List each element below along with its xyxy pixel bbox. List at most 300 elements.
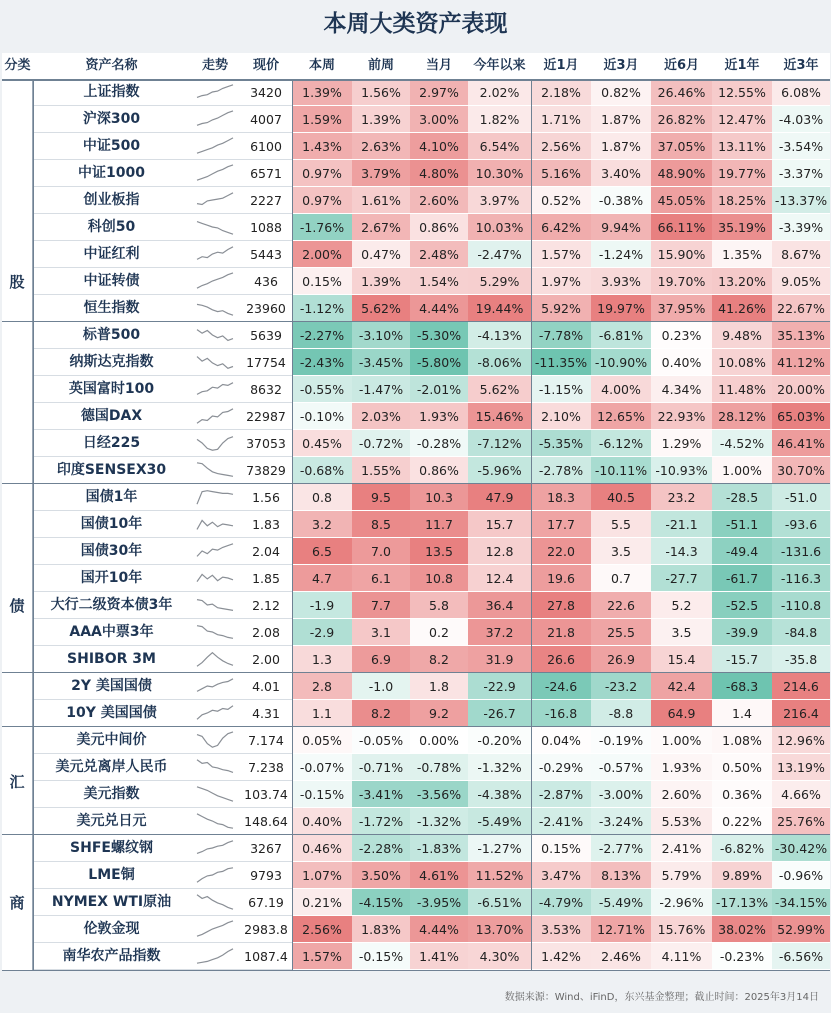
value-3m: -10.11%	[591, 457, 651, 484]
value-mtd: 1.54%	[410, 268, 468, 295]
value-6m: -10.93%	[651, 457, 712, 484]
current-price: 5639	[240, 322, 292, 349]
table-row	[33, 700, 830, 727]
value-week: -0.55%	[292, 376, 352, 403]
page-title: 本周大类资产表现	[323, 11, 508, 37]
value-3y: 4.66%	[772, 781, 830, 808]
value-1y: 1.00%	[712, 457, 772, 484]
trend-sparkline	[190, 322, 240, 349]
value-prev-week: -0.05%	[352, 727, 410, 754]
value-mtd: -5.30%	[410, 322, 468, 349]
table-row	[33, 754, 830, 781]
asset-name: SHFE螺纹钢	[33, 835, 190, 862]
value-1m: -24.6	[531, 673, 591, 700]
value-prev-week: -3.45%	[352, 349, 410, 376]
value-1m: 0.52%	[531, 187, 591, 214]
trend-sparkline	[190, 619, 240, 646]
trend-sparkline	[190, 457, 240, 484]
value-mtd: 11.7	[410, 511, 468, 538]
value-3y: 25.76%	[772, 808, 830, 835]
trend-sparkline	[190, 241, 240, 268]
current-price: 9793	[240, 862, 292, 889]
value-6m: 37.95%	[651, 295, 712, 322]
value-3m: -0.57%	[591, 754, 651, 781]
value-1m: 3.47%	[531, 862, 591, 889]
value-ytd: 5.29%	[468, 268, 531, 295]
value-3y: -116.3	[772, 565, 830, 592]
value-1y: -39.9	[712, 619, 772, 646]
value-ytd: -26.7	[468, 700, 531, 727]
asset-name: 国债30年	[33, 538, 190, 565]
value-3m: -6.81%	[591, 322, 651, 349]
value-mtd: 5.8	[410, 592, 468, 619]
value-1y: -15.7	[712, 646, 772, 673]
value-ytd: 36.4	[468, 592, 531, 619]
value-ytd: 5.62%	[468, 376, 531, 403]
category-label: 商	[2, 835, 33, 970]
value-week: 1.1	[292, 700, 352, 727]
value-1m: -4.79%	[531, 889, 591, 916]
value-3m: 25.5	[591, 619, 651, 646]
value-3y: -93.6	[772, 511, 830, 538]
value-3y: -30.42%	[772, 835, 830, 862]
group-divider	[2, 834, 830, 835]
trend-sparkline	[190, 727, 240, 754]
trend-sparkline	[190, 430, 240, 457]
table-row	[33, 241, 830, 268]
asset-name: 恒生指数	[33, 295, 190, 322]
value-6m: -21.1	[651, 511, 712, 538]
header-trend: 走势	[201, 58, 228, 73]
table-row	[33, 295, 830, 322]
value-3y: -13.37%	[772, 187, 830, 214]
value-1y: -17.13%	[712, 889, 772, 916]
value-3y: -35.8	[772, 646, 830, 673]
source-note: 数据来源：Wind、iFinD，东兴基金整理；截止时间：2025年3月14日	[504, 992, 819, 1003]
value-3y: -6.56%	[772, 943, 830, 970]
asset-name: AAA中票3年	[33, 619, 190, 646]
value-ytd: -22.9	[468, 673, 531, 700]
value-mtd: 2.97%	[410, 79, 468, 106]
value-1m: 0.04%	[531, 727, 591, 754]
column-divider	[531, 79, 532, 970]
value-mtd: 0.86%	[410, 457, 468, 484]
value-ytd: 11.52%	[468, 862, 531, 889]
value-1m: 26.6	[531, 646, 591, 673]
value-prev-week: 8.2	[352, 700, 410, 727]
asset-name: 科创50	[33, 214, 190, 241]
value-3y: 30.70%	[772, 457, 830, 484]
value-ytd: 10.03%	[468, 214, 531, 241]
value-6m: 66.11%	[651, 214, 712, 241]
value-3y: 35.13%	[772, 322, 830, 349]
value-mtd: 8.2	[410, 646, 468, 673]
current-price: 7.174	[240, 727, 292, 754]
value-1m: 18.3	[531, 484, 591, 511]
table-row	[33, 79, 830, 106]
trend-sparkline	[190, 79, 240, 106]
value-mtd: 1.8	[410, 673, 468, 700]
current-price: 3420	[240, 79, 292, 106]
value-ytd: -1.27%	[468, 835, 531, 862]
value-week: 2.56%	[292, 916, 352, 943]
current-price: 5443	[240, 241, 292, 268]
trend-sparkline	[190, 160, 240, 187]
value-mtd: 1.41%	[410, 943, 468, 970]
group-divider	[2, 726, 830, 727]
trend-sparkline	[190, 403, 240, 430]
value-ytd: 12.4	[468, 565, 531, 592]
value-ytd: 1.82%	[468, 106, 531, 133]
value-1y: -61.7	[712, 565, 772, 592]
asset-name: NYMEX WTI原油	[33, 889, 190, 916]
value-prev-week: 0.47%	[352, 241, 410, 268]
header-ytd: 今年以来	[473, 58, 526, 73]
value-week: 0.97%	[292, 187, 352, 214]
value-ytd: 2.02%	[468, 79, 531, 106]
current-price: 1088	[240, 214, 292, 241]
table-row	[33, 862, 830, 889]
table-row	[33, 538, 830, 565]
value-ytd: -4.38%	[468, 781, 531, 808]
value-6m: 5.79%	[651, 862, 712, 889]
value-mtd: 2.60%	[410, 187, 468, 214]
value-prev-week: -1.47%	[352, 376, 410, 403]
value-6m: 19.70%	[651, 268, 712, 295]
value-prev-week: -0.15%	[352, 943, 410, 970]
value-6m: 3.5	[651, 619, 712, 646]
value-mtd: 0.2	[410, 619, 468, 646]
value-week: 0.21%	[292, 889, 352, 916]
value-3m: 0.82%	[591, 79, 651, 106]
value-6m: 22.93%	[651, 403, 712, 430]
value-1y: 11.48%	[712, 376, 772, 403]
table-row	[33, 457, 830, 484]
value-prev-week: 5.62%	[352, 295, 410, 322]
value-week: -1.9	[292, 592, 352, 619]
category-label: 债	[2, 484, 33, 727]
asset-name: 美元指数	[33, 781, 190, 808]
value-6m: 1.29%	[651, 430, 712, 457]
asset-name: 标普500	[33, 322, 190, 349]
trend-sparkline	[190, 565, 240, 592]
value-3m: -23.2	[591, 673, 651, 700]
trend-sparkline	[190, 538, 240, 565]
value-1m: 17.7	[531, 511, 591, 538]
value-3m: 0.7	[591, 565, 651, 592]
table-row	[33, 646, 830, 673]
asset-name: 中证500	[33, 133, 190, 160]
value-mtd: 4.10%	[410, 133, 468, 160]
table-row	[33, 727, 830, 754]
value-3m: 4.00%	[591, 376, 651, 403]
current-price: 2.00	[240, 646, 292, 673]
value-prev-week: -3.10%	[352, 322, 410, 349]
value-3y: 9.05%	[772, 268, 830, 295]
value-mtd: -1.32%	[410, 808, 468, 835]
current-price: 73829	[240, 457, 292, 484]
table-row	[33, 916, 830, 943]
value-mtd: -3.56%	[410, 781, 468, 808]
current-price: 37053	[240, 430, 292, 457]
value-1y: 13.11%	[712, 133, 772, 160]
value-6m: 2.60%	[651, 781, 712, 808]
current-price: 8632	[240, 376, 292, 403]
value-1y: 18.25%	[712, 187, 772, 214]
asset-name: 大行二级资本债3年	[33, 592, 190, 619]
value-1y: -28.5	[712, 484, 772, 511]
asset-name: 南华农产品指数	[33, 943, 190, 970]
value-3y: 46.41%	[772, 430, 830, 457]
value-mtd: 2.48%	[410, 241, 468, 268]
column-divider	[33, 79, 34, 970]
value-ytd: -8.06%	[468, 349, 531, 376]
current-price: 4007	[240, 106, 292, 133]
value-1m: -11.35%	[531, 349, 591, 376]
value-prev-week: 2.67%	[352, 214, 410, 241]
value-6m: 15.4	[651, 646, 712, 673]
header-3m: 近3月	[603, 58, 639, 73]
value-1y: 28.12%	[712, 403, 772, 430]
value-prev-week: 2.03%	[352, 403, 410, 430]
value-3y: 12.96%	[772, 727, 830, 754]
current-price: 2.12	[240, 592, 292, 619]
value-1m: 1.57%	[531, 241, 591, 268]
value-3m: 22.6	[591, 592, 651, 619]
value-6m: -2.96%	[651, 889, 712, 916]
value-ytd: -4.13%	[468, 322, 531, 349]
trend-sparkline	[190, 106, 240, 133]
value-week: 1.39%	[292, 79, 352, 106]
value-1m: 22.0	[531, 538, 591, 565]
asset-name: 美元兑离岸人民币	[33, 754, 190, 781]
table-row	[33, 835, 830, 862]
value-week: 0.40%	[292, 808, 352, 835]
value-week: 0.05%	[292, 727, 352, 754]
value-mtd: 13.5	[410, 538, 468, 565]
value-1y: 9.48%	[712, 322, 772, 349]
value-3y: -110.8	[772, 592, 830, 619]
value-3m: -3.00%	[591, 781, 651, 808]
value-3m: 9.94%	[591, 214, 651, 241]
value-prev-week: 6.9	[352, 646, 410, 673]
value-mtd: 4.61%	[410, 862, 468, 889]
trend-sparkline	[190, 592, 240, 619]
value-ytd: 3.97%	[468, 187, 531, 214]
value-3m: 19.97%	[591, 295, 651, 322]
value-ytd: 31.9	[468, 646, 531, 673]
value-1y: 0.50%	[712, 754, 772, 781]
current-price: 17754	[240, 349, 292, 376]
current-price: 1.85	[240, 565, 292, 592]
trend-sparkline	[190, 511, 240, 538]
value-mtd: -3.95%	[410, 889, 468, 916]
value-1m: -7.78%	[531, 322, 591, 349]
value-6m: 23.2	[651, 484, 712, 511]
table-row	[33, 403, 830, 430]
value-3m: -1.24%	[591, 241, 651, 268]
header-6m: 近6月	[663, 58, 700, 73]
value-3m: -0.19%	[591, 727, 651, 754]
table-row	[33, 808, 830, 835]
value-week: -0.68%	[292, 457, 352, 484]
asset-performance-table	[2, 53, 830, 973]
table-row	[33, 133, 830, 160]
value-prev-week: 7.0	[352, 538, 410, 565]
asset-name: 伦敦金现	[33, 916, 190, 943]
value-3y: -131.6	[772, 538, 830, 565]
value-week: -1.12%	[292, 295, 352, 322]
value-ytd: -7.12%	[468, 430, 531, 457]
value-prev-week: 8.5	[352, 511, 410, 538]
value-week: -1.76%	[292, 214, 352, 241]
value-6m: -27.7	[651, 565, 712, 592]
value-3m: 12.71%	[591, 916, 651, 943]
value-week: 1.43%	[292, 133, 352, 160]
value-mtd: -2.01%	[410, 376, 468, 403]
group-divider	[2, 483, 830, 484]
trend-sparkline	[190, 808, 240, 835]
value-3m: 12.65%	[591, 403, 651, 430]
table-row	[33, 484, 830, 511]
value-week: 1.3	[292, 646, 352, 673]
asset-name: 中证红利	[33, 241, 190, 268]
value-6m: 26.82%	[651, 106, 712, 133]
value-3y: -3.37%	[772, 160, 830, 187]
header-price: 现价	[252, 58, 279, 73]
value-prev-week: 1.39%	[352, 268, 410, 295]
value-prev-week: -0.71%	[352, 754, 410, 781]
value-ytd: 15.46%	[468, 403, 531, 430]
current-price: 148.64	[240, 808, 292, 835]
value-1m: -1.15%	[531, 376, 591, 403]
value-ytd: -2.47%	[468, 241, 531, 268]
trend-sparkline	[190, 133, 240, 160]
value-week: 6.5	[292, 538, 352, 565]
value-3y: 8.67%	[772, 241, 830, 268]
value-1y: 9.89%	[712, 862, 772, 889]
value-week: -2.9	[292, 619, 352, 646]
value-1y: 0.36%	[712, 781, 772, 808]
trend-sparkline	[190, 349, 240, 376]
value-1y: -0.23%	[712, 943, 772, 970]
table-header	[2, 53, 830, 79]
value-1m: -5.35%	[531, 430, 591, 457]
value-mtd: 4.44%	[410, 295, 468, 322]
trend-sparkline	[190, 943, 240, 970]
value-1y: -68.3	[712, 673, 772, 700]
current-price: 2.04	[240, 538, 292, 565]
trend-sparkline	[190, 673, 240, 700]
trend-sparkline	[190, 835, 240, 862]
table-row	[33, 268, 830, 295]
trend-sparkline	[190, 484, 240, 511]
value-3y: 6.08%	[772, 79, 830, 106]
current-price: 2983.8	[240, 916, 292, 943]
value-1m: -2.78%	[531, 457, 591, 484]
table-row	[33, 106, 830, 133]
trend-sparkline	[190, 781, 240, 808]
header-mtd: 当月	[425, 58, 452, 73]
value-prev-week: 3.79%	[352, 160, 410, 187]
table-row	[33, 565, 830, 592]
value-1y: 12.47%	[712, 106, 772, 133]
value-prev-week: 6.1	[352, 565, 410, 592]
value-3m: 3.5	[591, 538, 651, 565]
value-1y: 12.55%	[712, 79, 772, 106]
value-3y: 13.19%	[772, 754, 830, 781]
header-prev-week: 前周	[367, 58, 394, 73]
table-row	[33, 943, 830, 970]
value-prev-week: 1.83%	[352, 916, 410, 943]
value-ytd: 19.44%	[468, 295, 531, 322]
value-ytd: 10.30%	[468, 160, 531, 187]
value-1y: -6.82%	[712, 835, 772, 862]
current-price: 6571	[240, 160, 292, 187]
current-price: 3267	[240, 835, 292, 862]
value-6m: 37.05%	[651, 133, 712, 160]
current-price: 2227	[240, 187, 292, 214]
current-price: 436	[240, 268, 292, 295]
asset-name: 英国富时100	[33, 376, 190, 403]
value-6m: 4.11%	[651, 943, 712, 970]
value-6m: -14.3	[651, 538, 712, 565]
value-3y: -3.39%	[772, 214, 830, 241]
value-ytd: 13.70%	[468, 916, 531, 943]
group-divider	[2, 672, 830, 673]
value-1y: 1.35%	[712, 241, 772, 268]
value-3m: 2.46%	[591, 943, 651, 970]
asset-name: 美元中间价	[33, 727, 190, 754]
value-mtd: 4.80%	[410, 160, 468, 187]
table-bottom-border	[2, 970, 830, 971]
value-ytd: -5.49%	[468, 808, 531, 835]
value-1y: -4.52%	[712, 430, 772, 457]
table-row	[33, 781, 830, 808]
current-price: 103.74	[240, 781, 292, 808]
current-price: 7.238	[240, 754, 292, 781]
value-week: -0.07%	[292, 754, 352, 781]
value-1m: -0.29%	[531, 754, 591, 781]
value-week: 1.57%	[292, 943, 352, 970]
value-1m: 1.71%	[531, 106, 591, 133]
value-6m: 26.46%	[651, 79, 712, 106]
value-1y: 38.02%	[712, 916, 772, 943]
value-mtd: 0.86%	[410, 214, 468, 241]
table-row	[33, 349, 830, 376]
value-week: 0.8	[292, 484, 352, 511]
asset-name: 创业板指	[33, 187, 190, 214]
value-3m: -8.8	[591, 700, 651, 727]
asset-name: 中证转债	[33, 268, 190, 295]
value-1y: 0.22%	[712, 808, 772, 835]
value-mtd: -1.83%	[410, 835, 468, 862]
value-prev-week: -0.72%	[352, 430, 410, 457]
value-6m: 5.53%	[651, 808, 712, 835]
value-3y: -0.96%	[772, 862, 830, 889]
value-1m: 5.16%	[531, 160, 591, 187]
value-6m: 45.05%	[651, 187, 712, 214]
value-week: -2.27%	[292, 322, 352, 349]
value-3m: -6.12%	[591, 430, 651, 457]
trend-sparkline	[190, 754, 240, 781]
current-price: 4.31	[240, 700, 292, 727]
value-3y: 214.6	[772, 673, 830, 700]
value-1y: -49.4	[712, 538, 772, 565]
value-6m: 4.34%	[651, 376, 712, 403]
value-3m: 3.40%	[591, 160, 651, 187]
category-label: 汇	[2, 727, 33, 835]
